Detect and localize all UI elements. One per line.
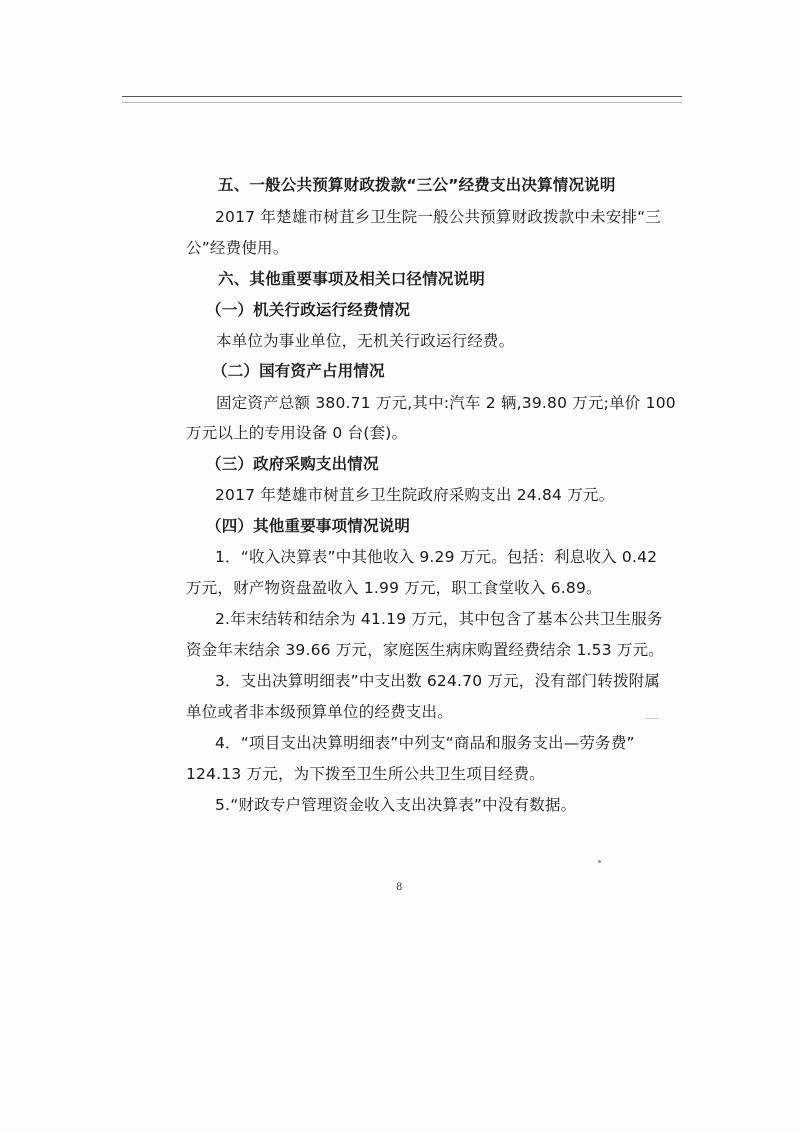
section6-sub2-heading: （二）国有资产占用情况: [212, 362, 385, 380]
section6-sub4-heading: （四）其他重要事项情况说明: [206, 517, 411, 535]
sub4-item1-line1: 1．“收入决算表”中其他收入 9.29 万元。包括：利息收入 0.42: [215, 548, 658, 566]
header-rule-secondary: [122, 102, 682, 103]
sub4-item4-line2: 124.13 万元，为下拨至卫生所公共卫生项目经费。: [186, 765, 545, 783]
section6-sub3-text: 2017 年楚雄市树苴乡卫生院政府采购支出 24.84 万元。: [215, 486, 615, 504]
section5-paragraph-line2: 公”经费使用。: [186, 239, 289, 257]
sub4-item4-line1: 4．“项目支出决算明细表”中列支“商品和服务支出—劳务费”: [215, 734, 635, 752]
sub4-item3-line1: 3．支出决算明细表”中支出数 624.70 万元，没有部门转拨附属: [215, 672, 661, 690]
section5-heading: 五、一般公共预算财政拨款“三公”经费支出决算情况说明: [218, 176, 616, 194]
section6-sub1-heading: （一）机关行政运行经费情况: [206, 301, 411, 319]
section6-sub2-text-line2: 万元以上的专用设备 0 台(套)。: [186, 424, 408, 442]
page-number: 8: [396, 882, 403, 893]
sub4-item2-line1: 2.年末结转和结余为 41.19 万元，其中包含了基本公共卫生服务: [215, 610, 663, 628]
section6-sub3-heading: （三）政府采购支出情况: [206, 455, 379, 473]
section5-paragraph-line1: 2017 年楚雄市树苴乡卫生院一般公共预算财政拨款中未安排“三: [215, 208, 662, 226]
scan-mark: [645, 718, 659, 719]
section6-heading: 六、其他重要事项及相关口径情况说明: [218, 270, 485, 288]
sub4-item2-line2: 资金年末结余 39.66 万元，家庭医生病床购置经费结余 1.53 万元。: [186, 641, 664, 659]
header-rule: [122, 96, 682, 97]
scan-speck: [598, 860, 601, 863]
section6-sub2-text-line1: 固定资产总额 380.71 万元,其中:汽车 2 辆,39.80 万元;单价 100: [216, 394, 676, 412]
sub4-item1-line2: 万元，财产物资盘盈收入 1.99 万元，职工食堂收入 6.89。: [186, 579, 602, 597]
sub4-item3-line2: 单位或者非本级预算单位的经费支出。: [186, 703, 453, 721]
sub4-item5: 5.“财政专户管理资金收入支出决算表”中没有数据。: [215, 796, 577, 814]
section6-sub1-text: 本单位为事业单位，无机关行政运行经费。: [216, 332, 515, 350]
